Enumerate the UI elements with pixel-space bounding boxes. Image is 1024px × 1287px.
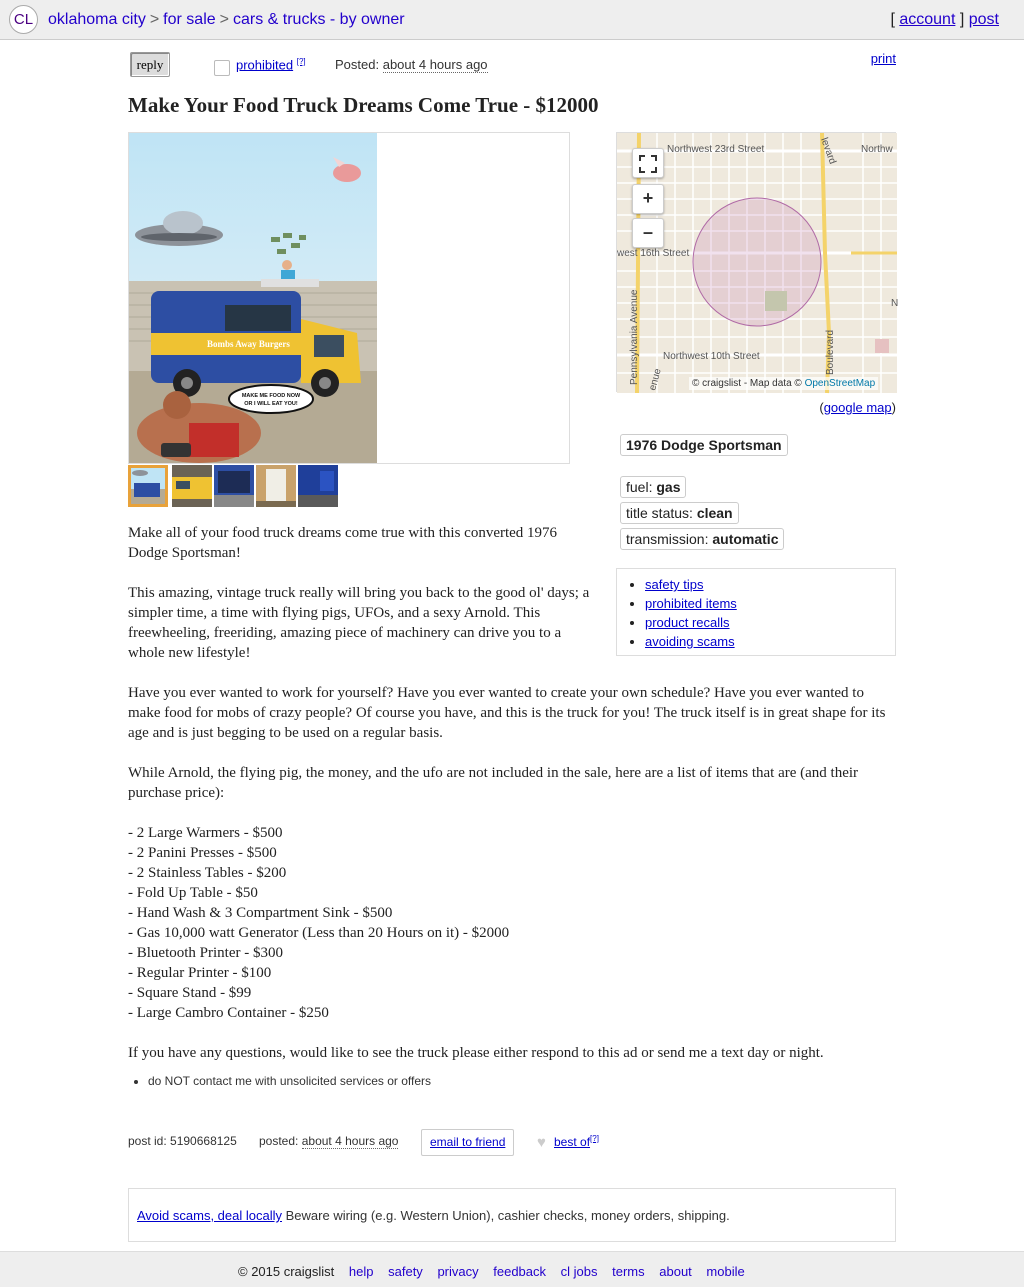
map-attribution-text: © craigslist - Map data © (692, 378, 802, 389)
flag-checkbox[interactable] (214, 60, 230, 76)
list-item (645, 613, 895, 632)
best-of-help-link[interactable]: [?] (590, 1134, 599, 1143)
map-attribution (689, 377, 878, 390)
footer-link-help[interactable]: help (348, 1264, 374, 1279)
breadcrumb-for-sale[interactable]: for sale (163, 11, 216, 28)
footer-link-feedback[interactable]: feedback (493, 1264, 547, 1279)
post-date (259, 1134, 398, 1148)
product-recalls-link[interactable]: product recalls (645, 615, 730, 630)
notices (128, 1072, 431, 1090)
no-solicitation-notice: • do NOT contact me with unsolicited services or offers (148, 1072, 431, 1090)
zoom-out-button[interactable] (632, 218, 664, 248)
posting-title: Make Your Food Truck Dreams Come True - $12000 (128, 93, 599, 117)
craigslist-logo[interactable]: CL (9, 5, 38, 34)
fullscreen-icon (638, 154, 658, 174)
map-label-northw: Northw (861, 144, 893, 155)
attr-title-status (620, 502, 739, 524)
thumbnail-3[interactable] (214, 465, 254, 507)
list-item: - Bluetooth Printer - $300 (128, 945, 283, 961)
breadcrumb-city[interactable]: oklahoma city (48, 11, 146, 28)
footer-link-terms[interactable]: terms (612, 1264, 645, 1279)
speech-bubble-line-1: MAKE ME FOOD NOW (241, 393, 301, 399)
prohibited-items-link[interactable]: prohibited items (645, 596, 737, 611)
posted-label: Posted: (335, 57, 380, 72)
attr-title-status-value: clean (696, 505, 733, 521)
openstreetmap-link[interactable]: OpenStreetMap (804, 378, 876, 389)
map-label-nw23: Northwest 23rd Street (667, 144, 765, 155)
list-item: - Large Cambro Container - $250 (128, 1005, 329, 1021)
avoiding-scams-link[interactable]: avoiding scams (645, 634, 735, 649)
posted-date (335, 57, 488, 72)
list-item (645, 575, 895, 594)
list-item (645, 594, 895, 613)
list-item: - Fold Up Table - $50 (128, 885, 258, 901)
map-label-n: N (891, 298, 899, 309)
zoom-in-button[interactable] (632, 184, 664, 214)
post-date-label: posted: (259, 1134, 299, 1148)
reply-button[interactable]: reply (130, 52, 170, 77)
post-date-ago: about 4 hours ago (301, 1134, 399, 1148)
bracket-open: [ (890, 11, 895, 28)
top-bar (0, 0, 1024, 40)
scam-warning (128, 1188, 896, 1242)
print-link[interactable]: print (870, 51, 896, 66)
google-map-open-paren: ( (819, 400, 824, 415)
google-map-link[interactable]: google map (823, 400, 892, 415)
body-paragraph-3: Have you ever wanted to work for yourself? Have you ever wanted to create your own schedule? Have you ever wanted to make food for mobs of crazy people? Of course you have, and this is the truck for you! The truck itself is in great shape for its age and is just begging to be used on a regular basis. (128, 685, 886, 741)
list-item: - 2 Panini Presses - $500 (128, 845, 277, 861)
list-item: - Regular Printer - $100 (128, 965, 272, 981)
account-link[interactable]: account (899, 11, 956, 28)
plus-icon: + (642, 188, 654, 208)
attr-fuel (620, 476, 686, 498)
post-link[interactable]: post (968, 11, 999, 28)
best-of (554, 1134, 599, 1149)
google-map-close-paren: ) (891, 400, 896, 415)
user-links (890, 11, 999, 29)
attr-transmission-label: transmission: (626, 531, 709, 547)
map-label-10th: Northwest 10th Street (663, 351, 760, 362)
safety-links-box (616, 568, 896, 656)
attr-title-status-label: title status: (626, 505, 693, 521)
footer-link-cl-jobs[interactable]: cl jobs (560, 1264, 598, 1279)
bracket-close: ] (959, 11, 965, 28)
footer-link-privacy[interactable]: privacy (437, 1264, 479, 1279)
breadcrumb-cars-trucks[interactable]: cars & trucks - by owner (232, 11, 405, 28)
thumbnail-2[interactable] (172, 465, 212, 507)
best-of-link[interactable]: best of (554, 1135, 591, 1149)
main-photo[interactable] (129, 133, 377, 463)
list-item: - Hand Wash & 3 Compartment Sink - $500 (128, 905, 393, 921)
map-label-boulevard: Boulevard (825, 329, 836, 375)
safety-tips-link[interactable]: safety tips (645, 577, 704, 592)
footer (0, 1251, 1024, 1287)
avoid-scams-link[interactable]: Avoid scams, deal locally (137, 1208, 282, 1223)
heart-icon[interactable]: ♥ (537, 1134, 546, 1151)
scam-warning-text: Beware wiring (e.g. Western Union), cashier checks, money orders, shipping. (285, 1208, 730, 1223)
posted-ago: about 4 hours ago (382, 57, 488, 72)
thumbnail-strip (128, 465, 348, 507)
list-item: - 2 Large Warmers - $500 (128, 825, 283, 841)
vehicle-title: 1976 Dodge Sportsman (620, 434, 788, 456)
breadcrumb: oklahoma city > for sale > cars & trucks - by owner (48, 11, 405, 28)
thumbnail-5[interactable] (298, 465, 338, 507)
footer-link-safety[interactable]: safety (388, 1264, 423, 1279)
attr-fuel-label: fuel: (626, 479, 653, 495)
post-id: post id: 5190668125 (128, 1134, 237, 1148)
attr-transmission (620, 528, 784, 550)
copyright: © 2015 craigslist (238, 1264, 335, 1279)
footer-link-about[interactable]: about (659, 1264, 692, 1279)
footer-link-mobile[interactable]: mobile (706, 1264, 745, 1279)
email-to-friend-button[interactable]: email to friend (421, 1129, 514, 1156)
minus-icon: – (642, 222, 653, 242)
google-map (819, 400, 896, 415)
prohibited-flag (236, 57, 306, 72)
body-paragraph-5: If you have any questions, would like to see the truck please either respond to this ad or send me a text day or night. (128, 1045, 824, 1061)
body-paragraph-2: This amazing, vintage truck really will bring you back to the good ol' days; a simpler time, a time with flying pigs, UFOs, and a sexy Arnold. This freewheeling, freeriding, amazing piece of machinery can drive you to a whole new lifestyle! (128, 585, 590, 661)
map-label-enue: enue (647, 367, 664, 392)
speech-bubble-line-2: OR I WILL EAT YOU! (244, 401, 298, 407)
map-label-levard: levard (818, 136, 838, 166)
prohibited-link[interactable]: prohibited (236, 57, 294, 73)
body-paragraph-4: While Arnold, the flying pig, the money, and the ufo are not included in the sale, here are a list of items that are (and their purchase price): (128, 765, 859, 801)
attr-fuel-value: gas (656, 479, 681, 495)
list-item: - 2 Stainless Tables - $200 (128, 865, 287, 881)
list-item (645, 632, 895, 651)
map-label-pennsylvania: Pennsylvania Avenue (629, 289, 640, 385)
image-gallery (128, 132, 570, 464)
attr-transmission-value: automatic (712, 531, 779, 547)
list-item: - Gas 10,000 watt Generator (Less than 20 Hours on it) - $2000 (128, 925, 510, 941)
thumbnail-1[interactable] (128, 465, 168, 507)
fullscreen-button[interactable] (632, 148, 664, 178)
truck-sign: Bombs Away Burgers (207, 339, 290, 349)
items-list (128, 823, 896, 1023)
thumbnail-4[interactable] (256, 465, 296, 507)
prohibited-help-link[interactable]: [?] (296, 57, 306, 66)
map-label-16th: west 16th Street (617, 248, 690, 259)
list-item: - Square Stand - $99 (128, 985, 252, 1001)
body-paragraph-1: Make all of your food truck dreams come true with this converted 1976 Dodge Sportsman! (128, 525, 558, 561)
